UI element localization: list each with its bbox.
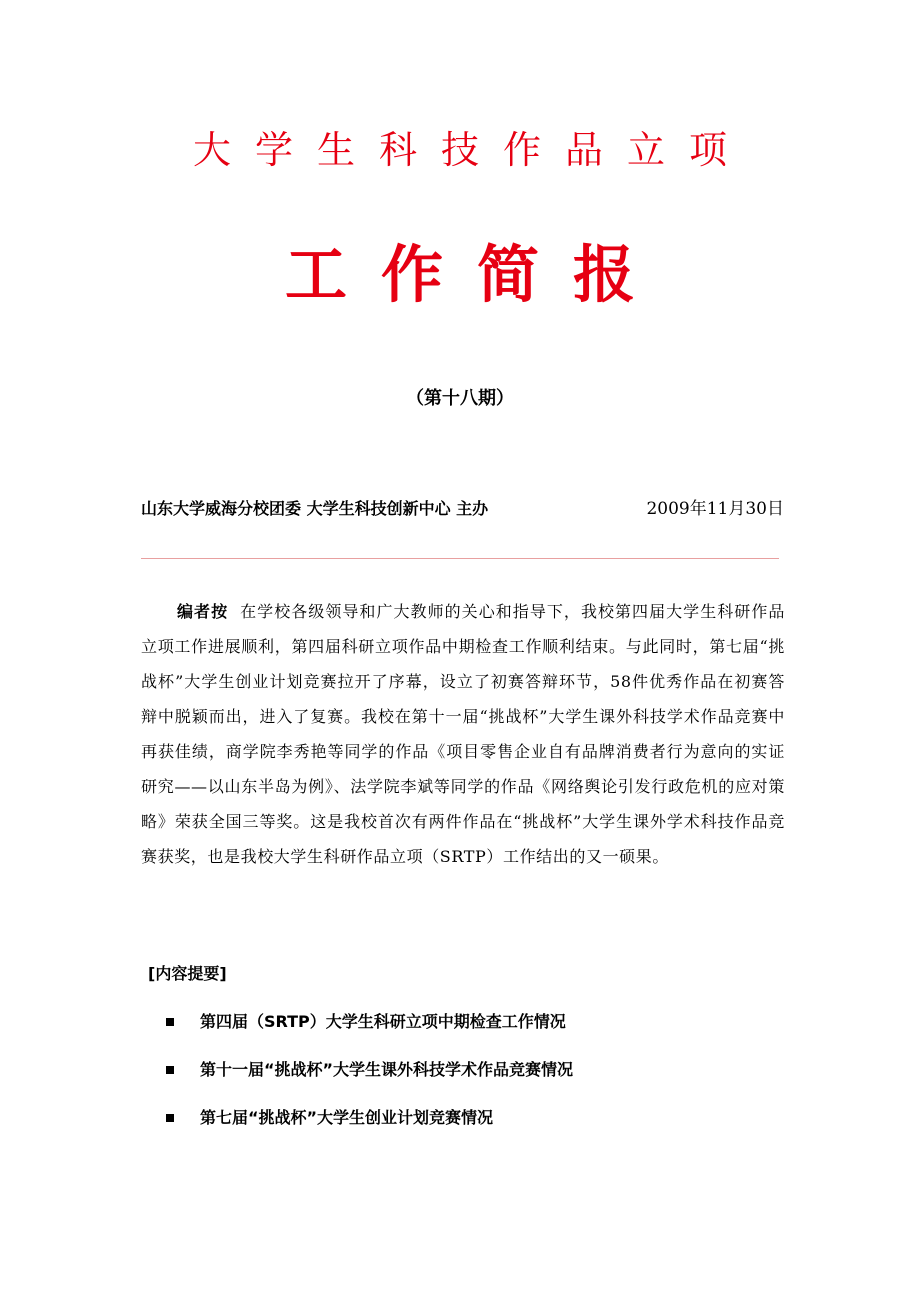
square-bullet-icon — [166, 1018, 174, 1026]
editor-note-text: 在学校各级领导和广大教师的关心和指导下，我校第四届大学生科研作品立项工作进展顺利，第四届科研立项作品中期检查工作顺利结束。与此同时，第七届“挑战杯”大学生创业计划竞赛拉开了序幕，设立了初赛答辩环节，58件优秀作品在初赛答辩中脱颖而出，进入了复赛。我校在第十一届“挑战杯”大学生课外科技学术作品竞赛中再获佳绩，商学院李秀艳等同学的作品《项目零售企业自有品牌消费者行为意向的实证研究——以山东半岛为例》、法学院李斌等同学的作品《网络舆论引发行政危机的应对策略》荣获全国三等奖。这是我校首次有两件作品在“挑战杯”大学生课外学术科技作品竞赛获奖，也是我校大学生科研作品立项（SRTP）工作结出的又一硕果。 — [141, 602, 785, 866]
bulletin-title-line1: 大学生科技作品立项 — [192, 128, 751, 172]
bulletin-title-line2: 工作简报 — [284, 238, 669, 311]
list-item — [166, 1056, 573, 1104]
sponsor-line: 山东大学威海分校团委 大学生科技创新中心 主办 — [141, 499, 489, 518]
square-bullet-icon — [166, 1114, 174, 1122]
header-divider — [141, 558, 779, 559]
list-item — [166, 1008, 573, 1056]
list-item — [166, 1104, 573, 1152]
issue-number: （第十八期） — [406, 388, 514, 409]
list-item-text: 第七届“挑战杯”大学生创业计划竞赛情况 — [200, 1108, 494, 1127]
contents-list — [166, 1008, 573, 1152]
list-item-text: 第十一届“挑战杯”大学生课外科技学术作品竞赛情况 — [200, 1060, 574, 1079]
square-bullet-icon — [166, 1066, 174, 1074]
editor-note — [141, 594, 785, 874]
editor-note-label: 编者按 — [177, 602, 229, 621]
publish-date: 2009年11月30日 — [646, 499, 784, 519]
list-item-text: 第四届（SRTP）大学生科研立项中期检查工作情况 — [200, 1012, 566, 1031]
contents-heading: [内容提要] — [148, 964, 227, 983]
